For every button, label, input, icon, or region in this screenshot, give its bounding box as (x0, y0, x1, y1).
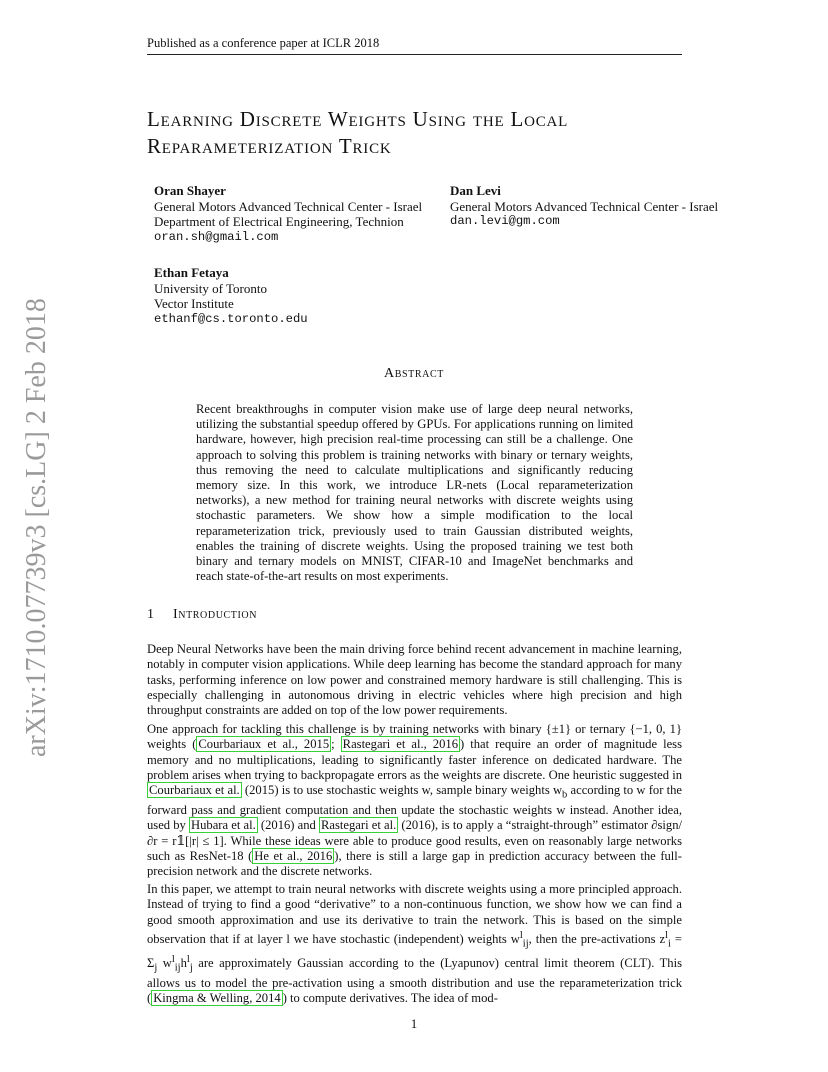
text-run: w (157, 956, 172, 971)
text-run: (2015) is to use stochastic weights w, sample binary weights w (241, 783, 563, 798)
title-line-1: Learning Discrete Weights Using the Local (147, 107, 569, 131)
citation-link[interactable]: He et al., 2016 (254, 848, 333, 863)
text-run: ), there is still a large gap in prediction accuracy between the full-precision network and the discrete networks. (147, 848, 683, 879)
math-superscript: l (665, 929, 669, 941)
author-name: Dan Levi (450, 183, 501, 198)
text-run: are approximately Gaussian according to the (Lyapunov) central limit theorem (CLT). This allows us to model the pre-activation using a smooth distribution and use the reparameterization trick ( (147, 956, 682, 1006)
author-email[interactable]: ethanf@cs.toronto.edu (154, 311, 308, 326)
section-title: Introduction (173, 607, 258, 622)
running-header: Published as a conference paper at ICLR 2018 (147, 36, 682, 55)
paragraph-3 (147, 882, 682, 1006)
citation-link[interactable]: Courbariaux et al., 2015 (198, 737, 330, 752)
citation-link[interactable]: Rastegari et al. (321, 818, 397, 833)
author-name: Oran Shayer (154, 183, 226, 198)
paragraph-1: Deep Neural Networks have been the main driving force behind recent advancement in machine learning, notably in computer vision applications. While deep learning has become the standard approach for many tasks, performing inference on low power and constrained memory hardware is still challenging. This is especially challenging in autonomous driving in electric vehicles where high precision and high throughput constraints are added on top of the low power requirements. (147, 642, 682, 718)
math-subscript: b (562, 789, 568, 801)
author-email[interactable]: dan.levi@gm.com (450, 214, 560, 228)
text-run: One approach for tackling this challenge is by training networks with binary {±1} or ternary {−1, 0, 1} weights ( (147, 722, 682, 752)
text-run: , then the pre-activations z (528, 932, 666, 947)
text-run: (2016) and (257, 818, 320, 833)
text-run: In this paper, we attempt to train neural networks with discrete weights using a more principled approach. Instead of trying to find a good “derivative” to a non-continuous function, we show how we can find a good smooth approximation and use its derivative to train the network. This is based on the simple observation that if at layer l we have stochastic (independent) weights w (147, 882, 682, 947)
page-number: 1 (410, 1016, 418, 1031)
paragraph-2 (147, 722, 682, 879)
author-block-1 (154, 183, 422, 245)
text-run: ; (331, 737, 341, 752)
citation-link[interactable]: Courbariaux et al. (149, 783, 240, 798)
author-affiliation: General Motors Advanced Technical Center - Israel (154, 198, 423, 214)
text-run: according to w for the forward pass and gradient computation and then update the stochastic weights w instead. Another idea, used by (147, 783, 682, 833)
author-affiliation: Department of Electrical Engineering, Technion (154, 214, 404, 229)
section-heading (147, 607, 257, 623)
author-name: Ethan Fetaya (154, 265, 229, 280)
math-subscript: j (154, 962, 158, 974)
author-block-2 (450, 183, 718, 230)
math-subscript: j (189, 962, 193, 974)
math-superscript: l (519, 929, 523, 941)
author-block-3 (154, 265, 308, 327)
abstract-text: Recent breakthroughs in computer vision make use of large deep neural networks, utilizing the substantial speedup offered by GPUs. For applications running on limited hardware, however, high precision real-time processing can still be a challenge. One approach to solving this problem is training networks with binary or ternary weights, thus removing the need to calculate multiplications and significantly reducing memory size. In this work, we introduce LR-nets (Local reparameterization networks), a new method for training neural networks with discrete weights using stochastic parameters. We show how a simple modification to the local reparameterization trick, previously used to train Gaussian distributed weights, enables the training of discrete weights. Using the proposed training we test both binary and ternary models on MNIST, CIFAR-10 and ImageNet benchmarks and reach state-of-the-art results on most experiments. (196, 402, 633, 584)
math-superscript: l (186, 953, 190, 965)
author-email[interactable]: oran.sh@gmail.com (154, 229, 279, 244)
section-number: 1 (147, 607, 155, 622)
text-run: (2016), is to apply a “straight-through” estimator ∂sign/∂r = r𝟙[|r| ≤ 1]. While these ideas were able to produce good results, even on reasonably large networks such as ResNet-18 ( (147, 818, 682, 863)
author-affiliation: General Motors Advanced Technical Center - Israel (450, 198, 719, 214)
text-run: ) that require an order of magnitude less memory and no multiplications, leading to significantly faster inference on dedicated hardware. The problem arises when trying to backpropagate errors as the weights are discrete. One heuristic suggested in (147, 737, 682, 782)
paper-title (147, 106, 707, 160)
citation-link[interactable]: Kingma & Welling, 2014 (153, 991, 281, 1006)
math-superscript: l (171, 953, 175, 965)
author-affiliation: University of Toronto (154, 280, 267, 296)
title-line-2: Reparameterization Trick (147, 134, 392, 158)
text-run: h (180, 956, 187, 971)
text-run: ) to compute derivatives. The idea of mod- (282, 991, 498, 1006)
citation-link[interactable]: Rastegari et al., 2016 (342, 737, 458, 752)
author-affiliation: Vector Institute (154, 296, 234, 311)
text-run: = Σ (147, 932, 682, 971)
math-subscript: i (668, 938, 671, 950)
arxiv-identifier: arXiv:1710.07739v3 [cs.LG] 2 Feb 2018 (21, 298, 52, 757)
citation-link[interactable]: Hubara et al. (191, 818, 256, 833)
math-subscript: ij (522, 938, 529, 950)
abstract-heading: Abstract (384, 366, 444, 381)
math-subscript: ij (174, 962, 181, 974)
